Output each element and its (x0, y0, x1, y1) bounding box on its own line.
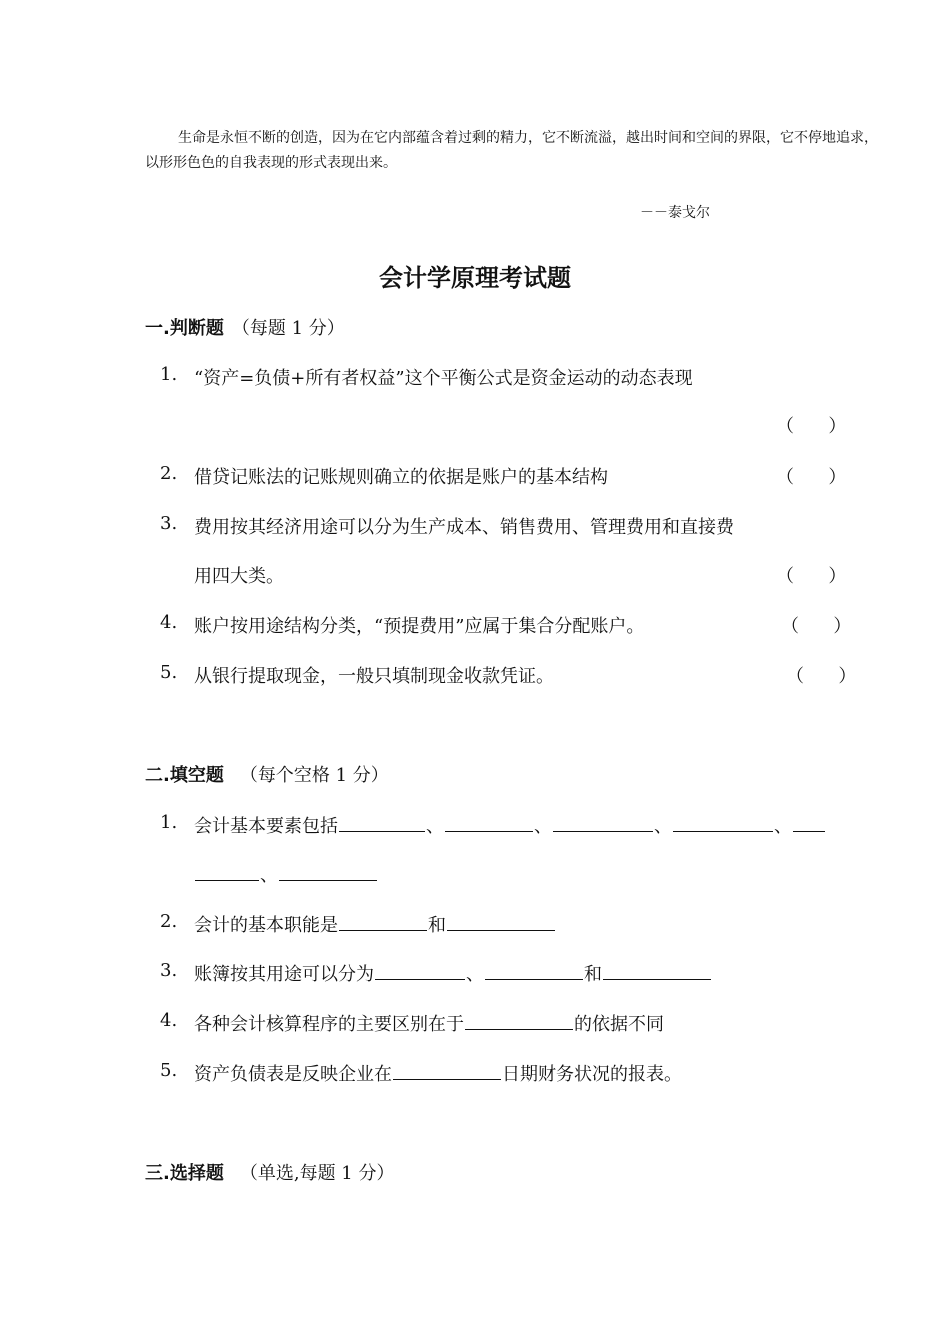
answer-blank[interactable] (393, 1061, 501, 1080)
page-title: 会计学原理考试题 (379, 264, 571, 292)
answer-blank[interactable] (445, 813, 533, 832)
item-text: 会计的基本职能是 和 (194, 911, 556, 937)
item-text: 各种会计核算程序的主要区别在于 的依据不同 (194, 1010, 664, 1036)
answer-blank[interactable] (339, 813, 425, 832)
item-number: 4. (160, 1010, 178, 1031)
item-text: 账簿按其用途可以分为 、 和 (194, 960, 712, 986)
item-text: 借贷记账法的记账规则确立的依据是账户的基本结构 (194, 467, 608, 488)
item-text: 从银行提取现金，一般只填制现金收款凭证。 (194, 666, 554, 687)
epigraph-author: －－泰戈尔 (640, 205, 710, 221)
answer-paren[interactable]: （ ） (786, 666, 857, 687)
answer-blank[interactable] (195, 862, 259, 881)
item-prompt: 资产负债表是反映企业在 (194, 1064, 392, 1085)
item-number: 5. (160, 1060, 178, 1081)
section-note: （每个空格 1 分） (239, 765, 389, 786)
item-prompt: 账簿按其用途可以分为 (194, 964, 374, 985)
answer-blank[interactable] (603, 961, 711, 980)
item-text: 费用按其经济用途可以分为生产成本、销售费用、管理费用和直接费 (194, 517, 734, 538)
item-number: 4. (160, 612, 178, 633)
answer-blank[interactable] (465, 1011, 573, 1030)
item-text-continued: 用四大类。 (194, 566, 284, 587)
answer-blank[interactable] (673, 813, 773, 832)
answer-blank[interactable] (339, 912, 427, 931)
section-heading-fill-in (145, 761, 389, 787)
answer-blank[interactable] (793, 813, 825, 832)
item-text: “资产=负债+所有者权益”这个平衡公式是资金运动的动态表现 (194, 368, 693, 389)
item-prompt: 各种会计核算程序的主要区别在于 (194, 1014, 464, 1035)
section-note: （每题 1 分） (231, 318, 345, 339)
item-text: 账户按用途结构分类，“预提费用”应属于集合分配账户。 (194, 616, 645, 637)
section-note: （单选,每题 1 分） (239, 1163, 395, 1184)
item-number: 2. (160, 911, 178, 932)
answer-paren[interactable]: （ ） (776, 566, 847, 587)
answer-blank[interactable] (375, 961, 465, 980)
item-number: 5. (160, 662, 178, 683)
section-title: 一.判断题 (145, 318, 224, 339)
answer-blank[interactable] (553, 813, 653, 832)
answer-blank[interactable] (485, 961, 583, 980)
item-text: 资产负债表是反映企业在 日期财务状况的报表。 (194, 1060, 682, 1086)
section-title: 二.填空题 (145, 765, 224, 786)
section-title: 三.选择题 (145, 1163, 224, 1184)
answer-paren[interactable]: （ ） (776, 416, 847, 437)
item-text-continued: 、 (194, 861, 378, 887)
item-number: 1. (160, 364, 178, 385)
answer-blank[interactable] (447, 912, 555, 931)
item-number: 3. (160, 513, 178, 534)
item-number: 1. (160, 812, 178, 833)
item-prompt: 会计基本要素包括 (194, 816, 338, 837)
section-heading-true-false (145, 314, 345, 340)
item-number: 3. (160, 960, 178, 981)
item-prompt: 会计的基本职能是 (194, 915, 338, 936)
item-number: 2. (160, 463, 178, 484)
answer-paren[interactable]: （ ） (781, 616, 852, 637)
answer-paren[interactable]: （ ） (776, 467, 847, 488)
answer-blank[interactable] (279, 862, 377, 881)
epigraph-quote: 生命是永恒不断的创造，因为在它内部蕴含着过剩的精力，它不断流溢，越出时间和空间的界限，它不停地追求，以形形色色的自我表现的形式表现出来。 (145, 130, 878, 171)
section-heading-multiple-choice (145, 1159, 394, 1185)
item-text: 会计基本要素包括 、 、 、 、 (194, 812, 826, 838)
